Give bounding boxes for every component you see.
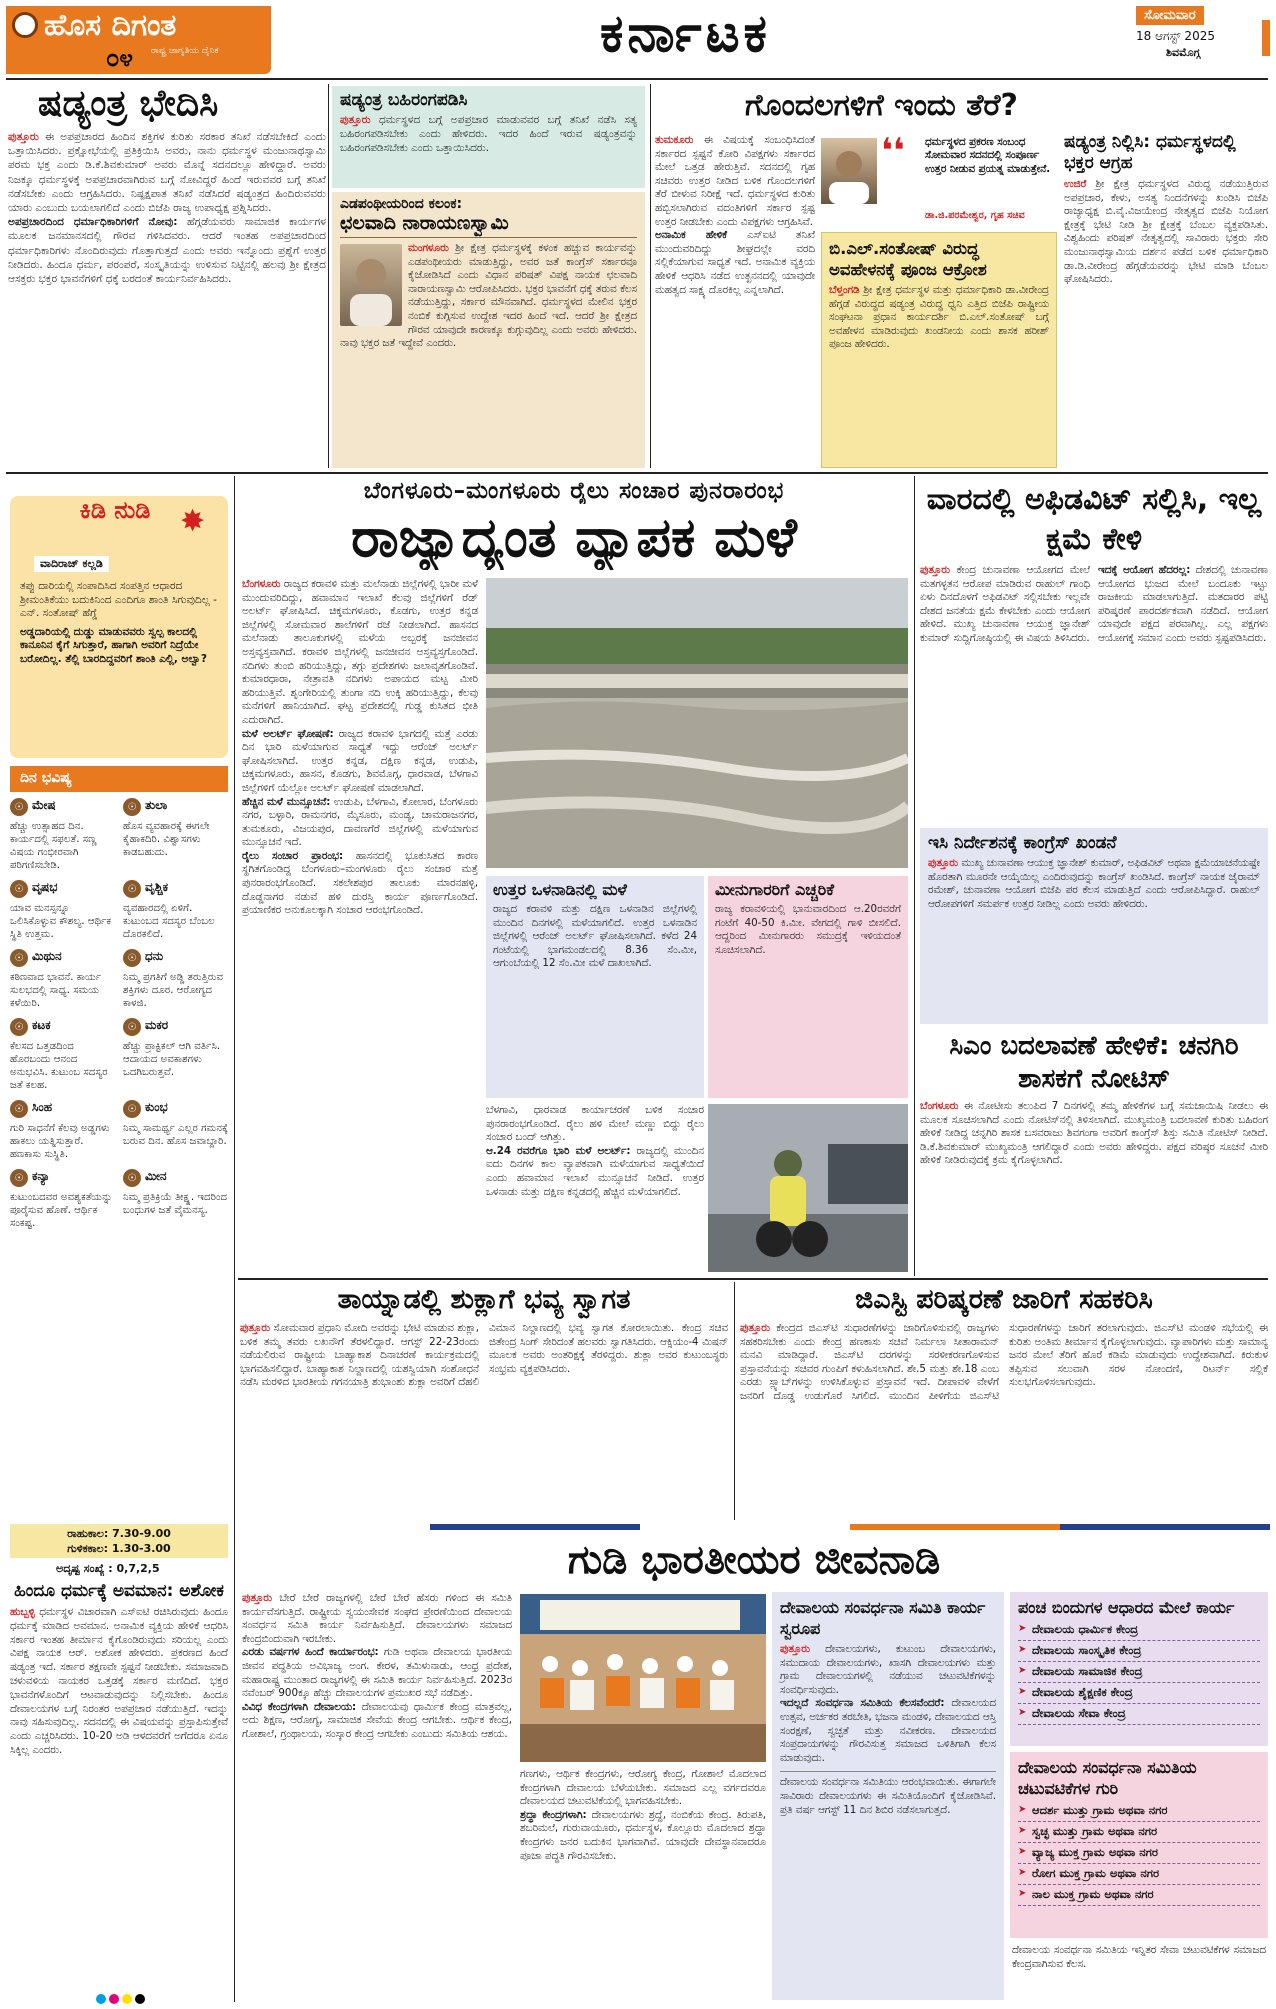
rashi-name: ವೃಷಭ <box>32 880 58 894</box>
story-body: ಶ್ರೀ ಕ್ಷೇತ್ರ ಧರ್ಮಸ್ಥಳಕ್ಕೆ ಕಳಂಕ ಹಚ್ಚುವ ಕಾರ್ಯವನ್ನು ಎಡಪಂಥೀಯರು ಮಾಡುತ್ತಿದ್ದು, ಅವರ ಜತೆ ಕಾಂಗ್ರೆಸ್ ಸರ್ಕಾರವೂ ಕೈಜೋಡಿಸಿದೆ ಎಂದು ವಿಧಾನ ಪರಿಷತ್ ವಿಪಕ್ಷ ನಾಯಕ ಛಲವಾದಿ ನಾರಾಯಣಸ್ವಾಮಿ ಆರೋಪಿಸಿದರು. ಭಕ್ತರ ಭಾವನೆಗೆ ಧಕ್ಕೆ ತರುವ ಕೆಲಸ ನಡೆಯುತ್ತಿದ್ದು, ಸರ್ಕಾರ ಮೌನವಾಗಿದೆ. ಧರ್ಮಸ್ಥಳದ ಮೇಲಿನ ಭಕ್ತರ ನಂಬಿಕೆ ಕುಗ್ಗಿಸುವ ಉದ್ದೇಶ ಇದರ ಹಿಂದೆ ಇದೆ. ಆದರೆ ಶ್ರೀ ಕ್ಷೇತ್ರದ ಗೌರವ ಯಾವುದೇ ಕಾರಣಕ್ಕೂ ಕುಗ್ಗುವುದಿಲ್ಲ ಎಂದು ಅವರು ಹೇಳಿದರು. ನಾವು ಭಕ್ತರ ಜತೆ ಇದ್ದೇವೆ ಎಂದರು. <box>340 242 637 350</box>
headline: ವಾರದಲ್ಲಿ ಅಫಿಡವಿಟ್ ಸಲ್ಲಿಸಿ, ಇಲ್ಲ ಕ್ಷಮೆ ಕೇಳಿ <box>926 482 1262 557</box>
story-body-6: ರಾಜ್ಯದಲ್ಲಿ ಮುಂದಿನ ಐದು ದಿನಗಳ ಕಾಲ ವ್ಯಾಪಕವಾಗಿ ಮಳೆಯಾಗುವ ಸಾಧ್ಯತೆಯಿದೆ ಎಂದು ಹವಾಮಾನ ಇಲಾಖೆ ಮುನ್ಸೂಚನೆ ನೀಡಿದೆ. ಉತ್ತರ ಒಳನಾಡು ಮತ್ತು ದಕ್ಷಿಣ ಕನ್ನಡದಲ್ಲಿ ಹೆಚ್ಚಿನ ಮಳೆಯಾಗಲಿದೆ. <box>486 1144 704 1198</box>
headline: ಛಲವಾದಿ ನಾರಾಯಣಸ್ವಾಮಿ <box>340 212 637 238</box>
spark-icon: ✸ <box>180 504 206 539</box>
headline: ಸಿಎಂ ಬದಲಾವಣೆ ಹೇಳಿಕೆ: ಚನಗಿರಿ ಶಾಸಕಗೆ ನೋಟಿಸ್ <box>949 1031 1239 1094</box>
subhead: ಅನಾಮಿಕ ಹೇಳಿಕೆ <box>655 229 728 242</box>
subhead: ಶ್ರದ್ಧಾ ಕೇಂದ್ರಗಳಾಗಿ: <box>520 1808 587 1821</box>
masthead-logo <box>6 6 271 74</box>
story-body: ಕೇಂದ್ರದ ಜಿಎಸ್‌ಟಿ ಸುಧಾರಣೆಗಳನ್ನು ಜಾರಿಗೊಳಿಸುವಲ್ಲಿ ರಾಜ್ಯಗಳು ಸಹಕರಿಸಬೇಕು ಎಂದು ಕೇಂದ್ರ ಹಣಕಾಸು ಸಚಿವೆ ನಿರ್ಮಲಾ ಸೀತಾರಾಮನ್ ಮನವಿ ಮಾಡಿದ್ದಾರೆ. ಜಿಎಸ್‌ಟಿ ದರಗಳನ್ನು ಸರಳೀಕರಣಗೊಳಿಸುವ ಪ್ರಸ್ತಾವನೆಯನ್ನು ಸಚಿವರ ಗುಂಪಿಗೆ ಕಳುಹಿಸಲಾಗಿದೆ. ಶೇ.5 ಮತ್ತು ಶೇ.18 ಎಂಬ ಎರಡು ಸ್ಲ್ಯಾಬ್‌ಗಳನ್ನು ಉಳಿಸಿಕೊಳ್ಳುವ ಪ್ರಸ್ತಾವನೆ ಇದೆ. ದೀಪಾವಳಿ ವೇಳೆಗೆ ಜನರಿಗೆ ದೊಡ್ಡ ಉಡುಗೊರೆ ಸಿಗಲಿದೆ. ಮುಂದಿನ ಪೀಳಿಗೆಯ ಜಿಎಸ್‌ಟಿ ಸುಧಾರಣೆಗಳನ್ನು ಜಾರಿಗೆ ತರಲಾಗುವುದು. ಜಿಎಸ್‌ಟಿ ಮಂಡಳಿ ಸಭೆಯಲ್ಲಿ ಈ ಕುರಿತು ಅಂತಿಮ ತೀರ್ಮಾನ ಕೈಗೊಳ್ಳಲಾಗುವುದು. ವ್ಯಾಪಾರಿಗಳು ಮತ್ತು ಸಾಮಾನ್ಯ ಜನರ ಮೇಲೆ ತೆರಿಗೆ ಹೊರೆ ಕಡಿಮೆ ಮಾಡುವುದು ಉದ್ದೇಶವಾಗಿದೆ. ಕಿರುಕುಳ ತಪ್ಪಿಸುವ ಸಲುವಾಗಿ ಸರಳ ನೋಂದಣಿ, ರಿಟರ್ನ್ ಸಲ್ಲಿಕೆ ಸುಲಭಗೊಳಿಸಲಾಗುವುದು. <box>740 1322 1268 1402</box>
rashi-name: ಕಟಕ <box>32 1018 51 1032</box>
masthead-rule <box>6 78 1268 80</box>
rashi-symbol-icon: ☉ <box>10 798 28 816</box>
story-body-3: ದೇವಾಲಯವು ಧಾರ್ಮಿಕ ಕೇಂದ್ರ ಮಾತ್ರವಲ್ಲ, ಅದು ಶಿಕ್ಷಣ, ಆರೋಗ್ಯ, ಸಾಮಾಜಿಕ ಸೇವೆಯ ಕೇಂದ್ರ ಆಗಬೇಕು. ಆರ್ಥಿಕ ಕೇಂದ್ರ, ಗೋಶಾಲೆ, ಗ್ರಂಥಾಲಯ, ಸಂಸ್ಕಾರ ಕೇಂದ್ರ ಆಗಬೇಕು ಎಂಬುದು ಸಮಿತಿಯ ಆಶಯ. <box>242 1700 512 1740</box>
story-body: ಈ ನೋಟೀಸು ತಲುಪಿದ 7 ದಿನಗಳಲ್ಲಿ ತಮ್ಮ ಹೇಳಿಕೆಗಳ ಬಗ್ಗೆ ಸಮಜಾಯಿಷಿ ನೀಡಲು ಈ ಮೂಲಕ ಸೂಚಿಸಲಾಗಿದೆ ಎಂದು ನೋಟಿಸ್‌ನಲ್ಲಿ ತಿಳಿಸಲಾಗಿದೆ. ಮುಖ್ಯಮಂತ್ರಿ ಬದಲಾವಣೆ ಕುರಿತು ಬಹಿರಂಗ ಹೇಳಿಕೆ ನೀಡಿದ್ದ ಚನ್ನಗಿರಿ ಶಾಸಕ ಬಸವರಾಜು ಶಿವಗಂಗಾ ಅವರಿಗೆ ಕಾಂಗ್ರೆಸ್ ಶಿಸ್ತು ಸಮಿತಿ ನೋಟಿಸ್ ನೀಡಿದೆ. ಡಿ.ಕೆ.ಶಿವಕುಮಾರ್ ಮುಖ್ಯಮಂತ್ರಿ ಆಗಲಿದ್ದಾರೆ ಎಂದು ಅವರು ಹೇಳಿದ್ದರು. ಪಕ್ಷದ ವರಿಷ್ಠರ ಸೂಚನೆ ಮೀರಿ ಹೇಳಿಕೆ ನೀಡಿರುವುದಕ್ಕೆ ಕ್ರಮ ಕೈಗೊಳ್ಳಲಾಗಿದೆ. <box>920 1100 1268 1167</box>
story-bahirangapadisi <box>332 86 645 188</box>
rashi-name: ತುಲಾ <box>145 798 168 812</box>
story-body-2: ರಾಜ್ಯದ ಕರಾವಳಿ ಭಾಗದಲ್ಲಿ ಮತ್ತೆ ಎರಡು ದಿನ ಭಾರಿ ಮಳೆಯಾಗುವ ಸಾಧ್ಯತೆ ಇದ್ದು ಆರೆಂಜ್ ಅಲರ್ಟ್ ಘೋಷಿಸಲಾಗಿದೆ. ಉತ್ತರ ಕನ್ನಡ, ದಕ್ಷಿಣ ಕನ್ನಡ, ಉಡುಪಿ, ಚಿಕ್ಕಮಗಳೂರು, ಹಾಸನ, ಕೊಡಗು, ಶಿವಮೊಗ್ಗ, ಧಾರವಾಡ, ಬೆಳಗಾವಿ ಜಿಲ್ಲೆಗಳಿಗೆ ಯೆಲ್ಲೋ ಅಲರ್ಟ್ ಘೋಷಣೆ ಮಾಡಲಾಗಿದೆ. <box>242 727 478 794</box>
column-rule <box>328 84 329 468</box>
rashi-entry <box>123 880 228 945</box>
rashi-entry <box>123 1100 228 1165</box>
rain-col-1 <box>242 578 478 1218</box>
story-body-3: ಉಡುಪಿ, ಬೆಳಗಾವಿ, ಕೋಲಾರ, ಬೆಂಗಳೂರು ನಗರ, ಬಳ್ಳಾರಿ, ರಾಮನಗರ, ಮೈಸೂರು, ಮಂಡ್ಯ, ಚಾಮರಾಜನಗರ, ತುಮಕೂರು, ವಿಜಯಪುರ, ದಾವಣಗೆರೆ ಜಿಲ್ಲೆಗಳಲ್ಲಿ ಮಳೆಯಾಗುವ ಮುನ್ಸೂಚನೆ ಇದೆ. <box>242 795 478 849</box>
rashi-symbol-icon: ☉ <box>123 880 141 898</box>
rain-kicker: ಬೆಂಗಳೂರು–ಮಂಗಳೂರು ರೈಲು ಸಂಚಾರ ಪುನರಾರಂಭ <box>363 478 785 504</box>
horoscope-header: ದಿನ ಭವಿಷ್ಯ <box>10 766 228 792</box>
headline: ದೇವಾಲಯ ಸಂವರ್ಧನಾ ಸಮಿತಿ ಕಾರ್ಯ ಸ್ವರೂಪ <box>780 1598 986 1638</box>
rashi-symbol-icon: ☉ <box>10 880 28 898</box>
story-santosh <box>821 232 1057 468</box>
rashi-entry <box>10 798 115 876</box>
page-number: ೦೪ <box>106 44 133 72</box>
story-bhaktara-agraha <box>1064 132 1268 470</box>
story-body-2: ಎಸ್ಐಟಿ ತನಿಖೆ ಮುಂದುವರಿದಿದ್ದು ಶೀಘ್ರದಲ್ಲೇ ವರದಿ ಸಲ್ಲಿಕೆಯಾಗುವ ಸಾಧ್ಯತೆ ಇದೆ. ಅನಾಮಿಕ ವ್ಯಕ್ತಿಯ ಹೇಳಿಕೆ ಆಧರಿಸಿ ನಡೆದ ಉತ್ಖನನದಲ್ಲಿ ಯಾವುದೇ ಮಹತ್ವದ ಸಾಕ್ಷ್ಯ ದೊರಕಿಲ್ಲ ಎನ್ನಲಾಗಿದೆ. <box>655 229 815 296</box>
rain-rider-image <box>708 1104 908 1272</box>
chatu-item: ➤ ಆದರ್ಶ ಮುತ್ತು ಗ್ರಾಮ ಅಥವಾ ನಗರ <box>1018 1801 1260 1822</box>
rashi-entry <box>123 949 228 1014</box>
column-rule <box>914 476 915 1276</box>
quote-box <box>821 134 1057 228</box>
headline: ಇಸಿ ನಿರ್ದೇಶನಕ್ಕೆ ಕಾಂಗ್ರೆಸ್ ಖಂಡನೆ <box>928 833 1117 853</box>
story-body: ರಾಜ್ಯದ ಕರಾವಳಿ ಮತ್ತು ಮಲೆನಾಡು ಜಿಲ್ಲೆಗಳಲ್ಲಿ ಭಾರೀ ಮಳೆ ಮುಂದುವರಿದಿದ್ದು, ಹವಾಮಾನ ಇಲಾಖೆ ಕೆಲವು ಜಿಲ್ಲೆಗಳಿಗೆ ರೆಡ್ ಅಲರ್ಟ್ ಘೋಷಿಸಿದೆ. ಚಿಕ್ಕಮಗಳೂರು, ಕೊಡಗು, ಉತ್ತರ ಕನ್ನಡ ಜಿಲ್ಲೆಗಳಲ್ಲಿ ಸೋಮವಾರ ಶಾಲೆಗಳಿಗೆ ರಜೆ ನೀಡಲಾಗಿದೆ. ಹಾಸನದ ಮಲೆನಾಡು ತಾಲೂಕುಗಳಲ್ಲಿ ಮಳೆಯ ಅಬ್ಬರಕ್ಕೆ ಜನಜೀವನ ಅಸ್ತವ್ಯಸ್ತವಾಗಿದೆ. ಕರಾವಳಿ ಜಿಲ್ಲೆಗಳಲ್ಲಿ ಜನಜೀವನ ಅಸ್ತವ್ಯಸ್ತಗೊಂಡಿದೆ. ನದಿಗಳು ತುಂಬಿ ಹರಿಯುತ್ತಿದ್ದು, ತಗ್ಗು ಪ್ರದೇಶಗಳು ಜಲಾವೃತಗೊಂಡಿವೆ. ಕುಮಾರಧಾರಾ, ನೇತ್ರಾವತಿ ನದಿಗಳು ಅಪಾಯದ ಮಟ್ಟ ಮೀರಿ ಹರಿಯುತ್ತಿವೆ. ಶೃಂಗೇರಿಯಲ್ಲಿ ತುಂಗಾ ನದಿ ಉಕ್ಕಿ ಹರಿಯುತ್ತಿದ್ದು, ಕೆಲವು ಮನೆಗಳಿಗೆ ಹಾನಿಯಾಗಿದೆ. ಘಟ್ಟ ಪ್ರದೇಶದಲ್ಲಿ ಗುಡ್ಡ ಕುಸಿತದ ಭೀತಿ ಎದುರಾಗಿದೆ. <box>242 578 478 726</box>
rashi-symbol-icon: ☉ <box>10 949 28 967</box>
dateline: ಬೆಂಗಳೂರು <box>242 578 281 590</box>
headline: ಷಡ್ಯಂತ್ರ ನಿಲ್ಲಿಸಿ: ಧರ್ಮಸ್ಥಳದಲ್ಲಿ ಭಕ್ತರ ಆಗ್ರಹ <box>1064 132 1236 173</box>
date-label: 18 ಆಗಸ್ಟ್ 2025 <box>1136 29 1215 43</box>
dateline: ಪುತ್ತೂರು <box>8 131 39 143</box>
rashi-entry <box>123 798 228 876</box>
story-shadyantra <box>8 82 326 470</box>
crowd-image <box>520 1594 766 1762</box>
subhead: ಹೆಚ್ಚಿನ ಮಳೆ ಮುನ್ಸೂಚನೆ: <box>242 795 331 808</box>
subhead: ಎರಡು ವರ್ಷಗಳ ಹಿಂದೆ ಕಾರ್ಯಾರಂಭ: <box>242 1646 379 1659</box>
rashi-symbol-icon: ☉ <box>10 1018 28 1036</box>
headline: ತಾಯ್ನಾಡಲ್ಲಿ ಶುಕ್ಲಾಗೆ ಭವ್ಯ ಸ್ವಾಗತ <box>337 1284 631 1315</box>
kidi-item: ಅಡ್ಡದಾರಿಯಲ್ಲಿ ದುಡ್ಡು ಮಾಡುವವರು ಸ್ವಲ್ಪ ಕಾಲದಲ್ಲಿ ಕಾನೂನಿನ ಕೈಗೆ ಸಿಗುತ್ತಾರೆ, ಹಾಗಾಗಿ ಅವರಿಗೆ ನಿದ್ರೆಯೇ ಬರೋದಿಲ್ಲ. ತೆಲ್ಲಿ ಬಾರದಿದ್ದವರಿಗೆ ಶಾಂತಿ ಎಲ್ಲಿ, ಅಲ್ವಾ? <box>20 625 207 665</box>
rashi-entry <box>10 1169 115 1234</box>
story-body-2: ದೇವಾಲಯದ ಉತ್ಸವ, ಅರ್ಚಕರ ತರಬೇತಿ, ಭಜನಾ ಮಂಡಳಿ, ದೇವಾಲಯದ ಆಸ್ತಿ ಸಂರಕ್ಷಣೆ, ಸ್ವಚ್ಛತೆ ಮತ್ತು ನವೀಕರಣ. ದೇವಾಲಯದ ಸಂಪ್ರದಾಯಗಳನ್ನು ಗೌರವಿಸುತ್ತ ಸಮಾಜದ ಒಳಿತಿಗಾಗಿ ಕೆಲಸ ಮಾಡುವುದು. <box>780 1697 996 1764</box>
story-cm-notice <box>920 1030 1268 1274</box>
story-body-2: ದೇಶದಲ್ಲಿ ಚುನಾವಣಾ ಆಯೋಗದ ಭುಜದ ಮೇಲೆ ಬಂದೂಕು ಇಟ್ಟು ರಾಜಕೀಯ ಮಾಡಲಾಗುತ್ತಿದೆ. ಮತದಾರರ ಪಟ್ಟಿ ಪರಿಷ್ಕರಣೆ ಪಾರದರ್ಶಕವಾಗಿ ನಡೆದಿದೆ. ಆಯೋಗ ಯಾವುದೇ ಪಕ್ಷದ ಪರವಾಗಿಲ್ಲ. ಎಲ್ಲ ಪಕ್ಷಗಳು ಆಯೋಗಕ್ಕೆ ಸಮಾನ ಎಂದು ಅವರು ಸ್ಪಷ್ಟಪಡಿಸಿದರು. <box>1098 564 1268 644</box>
gulika-kala: ಗುಳಿಕಕಾಲ: 1.30-3.00 <box>67 1542 171 1555</box>
subhead: ವಿವಿಧ ಕೇಂದ್ರಗಳಾಗಿ ದೇವಾಲಯ: <box>242 1700 357 1713</box>
column-rule <box>234 476 235 2002</box>
gudi-col-2 <box>520 1768 766 2002</box>
headline: ಬಿ.ಎಲ್.ಸಂತೋಷ್ ವಿರುದ್ಧ ಅವಹೇಳನಕ್ಕೆ ಪೂಂಜ ಆಕ್ರೋಶ <box>829 239 987 279</box>
headline: ಪಂಚ ಬಿಂದುಗಳ ಆಧಾರದ ಮೇಲೆ ಕಾರ್ಯ <box>1018 1598 1235 1617</box>
subhead: ಮಳೆ ಅಲರ್ಟ್ ಘೋಷಣೆ: <box>242 727 334 740</box>
story-body: ಕೇಂದ್ರ ಚುನಾವಣಾ ಆಯೋಗದ ಮೇಲೆ ಮತಗಳ್ಳತನ ಆರೋಪ ಮಾಡಿರುವ ರಾಹುಲ್ ಗಾಂಧಿ ಏಳು ದಿನದೊಳಗೆ ಅಫಿಡವಿಟ್ ಸಲ್ಲಿಸಬೇಕು ಇಲ್ಲವೇ ದೇಶದ ಜನತೆಯ ಕ್ಷಮೆ ಕೇಳಬೇಕು ಎಂದು ಆಯೋಗ ಹೇಳಿದೆ. ಮುಖ್ಯ ಚುನಾವಣಾ ಆಯುಕ್ತ ಜ್ಞಾನೇಶ್ ಕುಮಾರ್ ಸುದ್ದಿಗೋಷ್ಠಿಯಲ್ಲಿ ಈ ವಿಷಯ ತಿಳಿಸಿದರು. <box>920 564 1090 644</box>
dateline: ಉಜಿರೆ <box>1064 178 1087 190</box>
story-body: ಈ ವಿಷಯಕ್ಕೆ ಸಂಬಂಧಿಸಿದಂತೆ ಸರ್ಕಾರದ ಸ್ಪಷ್ಟನೆ ಕೋರಿ ವಿಪಕ್ಷಗಳು ಸರ್ಕಾರದ ಮೇಲೆ ಒತ್ತಡ ಹೇರುತ್ತಿವೆ. ಸದನದಲ್ಲಿ ಗೃಹ ಸಚಿವರು ಉತ್ತರ ನೀಡಿದ ಬಳಿಕ ಗೊಂದಲಗಳಿಗೆ ತೆರೆ ಬೀಳುವ ನಿರೀಕ್ಷೆ ಇದೆ. ಧರ್ಮಸ್ಥಳದ ಕುರಿತು ಹಬ್ಬಿಸಲಾಗಿರುವ ವದಂತಿಗಳಿಗೆ ಸರ್ಕಾರ ಸ್ಪಷ್ಟ ಉತ್ತರ ನೀಡಬೇಕು ಎಂದು ವಿಪಕ್ಷಗಳು ಆಗ್ರಹಿಸಿವೆ. <box>655 134 815 228</box>
rashi-name: ಮೀನ <box>145 1169 167 1183</box>
rahu-kala: ರಾಹುಕಾಲ: 7.30-9.00 <box>67 1527 171 1540</box>
dateline: ಬೆಂಗಳೂರು <box>920 1100 959 1112</box>
column-rule <box>734 1282 735 1520</box>
subhead: ಆ.24 ರವರೆಗೂ ಭಾರಿ ಮಳೆ ಅಲರ್ಟ್: <box>486 1144 631 1157</box>
waterfall-image <box>486 578 908 868</box>
story-body-3: ದೇವಾಲಯ ಸಂವರ್ಧನಾ ಸಮಿತಿಯು ಆರಂಭವಾಯಿತು. ಈಗಾಗಲೇ ಸಾವಿರಾರು ದೇವಾಲಯಗಳು ಈ ಸಮಿತಿಯೊಂದಿಗೆ ಕೈಜೋಡಿಸಿವೆ. ಪ್ರತಿ ವರ್ಷ ಆಗಸ್ಟ್ 11 ದಿನ ಶಿಬಿರ ನಡೆಸಲಾಗುತ್ತದೆ. <box>780 1771 996 1817</box>
headline: ಹಿಂದೂ ಧರ್ಮಕ್ಕೆ ಅವಮಾನ: ಅಶೋಕ <box>14 1581 224 1601</box>
dateline: ಮಂಗಳೂರು <box>408 242 449 254</box>
dateline: ಪುತ್ತೂರು <box>340 114 371 126</box>
rain-col-2 <box>486 1104 704 1272</box>
headline: ದೇವಾಲಯ ಸಂವರ್ಧನಾ ಸಮಿತಿಯ ಚಟುವಟಿಕೆಗಳ ಗುರಿ <box>1018 1758 1197 1798</box>
kidi-title: ಕಿಡಿ ನುಡಿ <box>79 496 151 524</box>
kidi-item: ತಪ್ಪು ದಾರಿಯಲ್ಲಿ ಸಂಪಾದಿಸಿದ ಸಂಪತ್ತಿನ ಆಧಾರದ ಶ್ರೀಮಂತಿಕೆಯು ಬದುಕಿನಿಂದ ಎಂದಿಗೂ ಶಾಂತಿ ಸಿಗುವುದಿಲ್ಲ - ಎನ್. ಸಂತೋಷ್ ಹೆಗ್ಡೆ <box>20 580 217 620</box>
story-body: ದೇವಾಲಯಗಳು, ಕುಟುಂಬ ದೇವಾಲಯಗಳು, ಸಮುದಾಯ ದೇವಾಲಯಗಳು, ಖಾಸಗಿ ದೇವಾಲಯಗಳು ಮತ್ತು ಗ್ರಾಮ ದೇವಾಲಯಗಳಲ್ಲಿ ನಡೆಯುವ ಚಟುವಟಿಕೆಗಳನ್ನು ಸಂವರ್ಧಿಸುವುದು. <box>780 1643 996 1696</box>
chatu-body: ದೇವಾಲಯ ಸಂವರ್ಧನಾ ಸಮಿತಿಯ ಇನ್ನಿತರ ಸೇವಾ ಚಟುವಟಿಕೆಗಳ ಸಮಾಜದ ಕೇಂದ್ರವಾಗಿಸುವ ಕೆಲಸ. <box>1012 1944 1266 1970</box>
chatu-item: ➤ ವ್ಯಾಜ್ಯ ಮುಕ್ತ ಗ್ರಾಮ ಅಥವಾ ನಗರ <box>1018 1843 1260 1864</box>
portrait-photo <box>340 244 402 326</box>
subhead: ಇದಲ್ಲದೆ ಸಂವರ್ಧನಾ ಸಮಿತಿಯ ಕೆಲಸವೆಂದರೆ: <box>780 1697 945 1710</box>
rashi-symbol-icon: ☉ <box>123 798 141 816</box>
rashi-text: ಹೆಚ್ಚು ಉತ್ಸಾಹದ ದಿನ. ಕಾರ್ಯದಲ್ಲಿ ಸಫಲತೆ. ಸಣ್ಣ ವಿಷಯ ಗಂಭೀರವಾಗಿ ಪರಿಗಣಿಸಬೇಡಿ. <box>10 821 97 871</box>
story-body: ಸೋಮವಾರ ಪ್ರಧಾನಿ ಮೋದಿ ಅವರನ್ನು ಭೇಟಿ ಮಾಡುವ ಶುಕ್ಲಾ, ಬಳಿಕ ತಮ್ಮ ತವರು ಲಖನೌಗೆ ತೆರಳಲಿದ್ದಾರೆ. ಆಗಸ್ಟ್ 22-23ರಂದು ನಡೆಯಲಿರುವ ರಾಷ್ಟ್ರೀಯ ಬಾಹ್ಯಾಕಾಶ ದಿನಾಚರಣೆ ಕಾರ್ಯಕ್ರಮದಲ್ಲಿ ಭಾಗವಹಿಸಲಿದ್ದಾರೆ. ಬಾಹ್ಯಾಕಾಶ ನಿಲ್ದಾಣದಲ್ಲಿ ಯಶಸ್ವಿಯಾಗಿ ಸಂಶೋಧನೆ ನಡೆಸಿ ಮರಳಿದ ಭಾರತೀಯ ಗಗನಯಾತ್ರಿ ಶುಭಾಂಶು ಶುಕ್ಲಾ ಅವರಿಗೆ ದೆಹಲಿ ವಿಮಾನ ನಿಲ್ದಾಣದಲ್ಲಿ ಭವ್ಯ ಸ್ವಾಗತ ಕೋರಲಾಯಿತು. ಕೇಂದ್ರ ಸಚಿವ ಜಿತೇಂದ್ರ ಸಿಂಗ್ ಸೇರಿದಂತೆ ಹಲವರು ಸ್ವಾಗತಿಸಿದರು. ಆಕ್ಸಿಯಂ-4 ಮಿಷನ್ ಮೂಲಕ ಅವರು ಅಂತರಿಕ್ಷಕ್ಕೆ ತೆರಳಿದ್ದರು. ಶುಕ್ಲಾ ಅವರ ಕುಟುಂಬಸ್ಥರು ಸಂಭ್ರಮ ವ್ಯಕ್ತಪಡಿಸಿದರು. <box>240 1322 728 1389</box>
story-body-5: ಬೆಳಗಾವಿ, ಧಾರವಾಡ ಕಾರ್ಯಾಚರಣೆ ಬಳಿಕ ಸಂಚಾರ ಪುನರಾರಂಭಗೊಂಡಿದೆ. ರೈಲು ಹಳಿ ಮೇಲೆ ಮಣ್ಣು ಬಿದ್ದು ರೈಲು ಸಂಚಾರ ಬಂದ್ ಆಗಿತ್ತು. <box>486 1104 704 1144</box>
subhead: ಇದಕ್ಕೆ ಆಯೋಗ ಹೆದರಲ್ಲ: <box>1098 564 1191 576</box>
dateline: ಪುತ್ತೂರು <box>920 564 951 576</box>
story-affidavit <box>920 480 1268 826</box>
panch-item: ➤ ದೇವಾಲಯ ಧಾರ್ಮಿಕ ಕೇಂದ್ರ <box>1018 1620 1260 1641</box>
rashi-name: ಧನು <box>145 949 164 963</box>
story-gst <box>740 1282 1268 1520</box>
rashi-entry <box>10 1018 115 1096</box>
chatu-item: ➤ ನಾಲ ಮುಕ್ತ ಗ್ರಾಮ ಅಥವಾ ನಗರ <box>1018 1885 1260 1906</box>
person-icon <box>340 244 402 326</box>
story-fishermen <box>708 876 908 1098</box>
rashi-name: ಸಿಂಹ <box>32 1100 53 1114</box>
story-body: ಧರ್ಮಸ್ಥಳ ವಿಚಾರವಾಗಿ ಎಸ್ಐಟಿ ರಚಿಸಿರುವುದು ಹಿಂದೂ ಧರ್ಮಕ್ಕೆ ಮಾಡಿದ ಅವಮಾನ. ಅನಾಮಿಕ ವ್ಯಕ್ತಿಯ ಹೇಳಿಕೆ ಆಧರಿಸಿ ಸರ್ಕಾರ ಇಂತಹ ತೀರ್ಮಾನ ಕೈಗೊಂಡಿರುವುದು ಸರಿಯಲ್ಲ ಎಂದು ವಿಪಕ್ಷ ನಾಯಕ ಆರ್. ಅಶೋಕ ಹೇಳಿದರು. ಪ್ರಕರಣದ ಹಿಂದೆ ಷಡ್ಯಂತ್ರ ಇದೆ. ಸರ್ಕಾರ ತಕ್ಷಣವೇ ಸ್ಪಷ್ಟನೆ ನೀಡಬೇಕು. ಸಮಾಜವಾದಿ ಚಳುವಳಿಯ ನಾಯಕರ ಒತ್ತಡಕ್ಕೆ ಸರ್ಕಾರ ಮಣಿದಿದೆ. ಭಕ್ತರ ಭಾವನೆಗಳೊಂದಿಗೆ ಆಟವಾಡುವುದನ್ನು ನಿಲ್ಲಿಸಬೇಕು. ಹಿಂದೂ ದೇವಾಲಯಗಳ ಬಗ್ಗೆ ನಿರಂತರ ಅಪಪ್ರಚಾರ ನಡೆಯುತ್ತಿದೆ. ಇದನ್ನು ನಾವು ಸಹಿಸುವುದಿಲ್ಲ. ಸದನದಲ್ಲಿ ಈ ವಿಷಯವನ್ನು ಪ್ರಸ್ತಾಪಿಸುತ್ತೇವೆ ಎಂದು ಎಚ್ಚರಿಸಿದರು. 10-20 ಅಡಿ ಆಳದವರೆಗೆ ಅಗೆದರೂ ಏನೂ ಸಿಕ್ಕಿಲ್ಲ ಎಂದರು. <box>10 1606 228 1756</box>
dateline: ಪುತ್ತೂರು <box>240 1322 271 1334</box>
rashi-text: ಗುರಿ ಸಾಧನೆಗೆ ಕೆಲವು ಅಡ್ಡಗಳು ಹಾಕಲು ಯತ್ನಿಸುತ್ತಾರೆ. ಹಣಕಾಸು ಸುಸ್ಥಿತಿ. <box>10 1123 110 1160</box>
headline: ಜಿಎಸ್ಟಿ ಪರಿಷ್ಕರಣೆ ಜಾರಿಗೆ ಸಹಕರಿಸಿ <box>855 1284 1153 1315</box>
river-photo <box>486 578 908 868</box>
rashi-symbol-icon: ☉ <box>123 949 141 967</box>
story-chalavadi <box>332 192 645 468</box>
rain-headline: ರಾಜ್ಯಾದ್ಯಂತ ವ್ಯಾಪಕ ಮಳೆ <box>351 506 797 569</box>
panch-item: ➤ ದೇವಾಲಯ ಸಾಮಾಜಿಕ ಕೇಂದ್ರ <box>1018 1662 1260 1683</box>
logo-tagline: ರಾಷ್ಟ್ರ ಜಾಗೃತಿಯ ದೈನಿಕ <box>151 46 219 56</box>
kidi-nudi-box <box>10 496 228 758</box>
dateline: ಪುತ್ತೂರು <box>928 857 959 869</box>
headline: ಮೀನುಗಾರರಿಗೆ ಎಚ್ಚರಿಕೆ <box>715 880 835 899</box>
rashi-entry <box>123 1018 228 1096</box>
story-body: ರಾಜ್ಯ ಕರಾವಳಿಯಲ್ಲಿ ಭಾನುವಾರದಿಂದ ಆ.20ರವರೆಗೆ ಗಂಟೆಗೆ 40-50 ಕಿ.ಮೀ. ವೇಗದಲ್ಲಿ ಗಾಳಿ ಬೀಸಲಿದೆ. ಆದ್ದರಿಂದ ಮೀನುಗಾರರು ಸಮುದ್ರಕ್ಕೆ ಇಳಿಯದಂತೆ ಸೂಚಿಸಲಾಗಿದೆ. <box>715 903 901 956</box>
dateline: ಬೆಳ್ತಂಗಡಿ <box>829 284 860 296</box>
rashi-text: ಹೆಚ್ಚು ಪ್ರಾಕ್ಟಿಕಲ್ ಆಗಿ ವರ್ತಿಸಿ. ಆದಾಯದ ಅವಕಾಶಗಳು ಒದಗಿಬರುತ್ತವೆ. <box>123 1041 221 1078</box>
rahu-box <box>10 1524 228 1558</box>
dateline: ಹುಬ್ಬಳ್ಳಿ <box>10 1606 35 1618</box>
story-body: ಧರ್ಮಸ್ಥಳದ ಬಗ್ಗೆ ಅಪಪ್ರಚಾರ ಮಾಡುವವರ ಬಗ್ಗೆ ತನಿಖೆ ನಡೆಸಿ ಸತ್ಯ ಬಹಿರಂಗಪಡಿಸಬೇಕು ಎಂದು ಹೇಳಿದರು. ಇದರ ಹಿಂದೆ ಇರುವ ಷಡ್ಯಂತ್ರವನ್ನು ಬಹಿರಂಗಪಡಿಸಬೇಕು ಎಂದು ಒತ್ತಾಯಿಸಿದರು. <box>340 114 637 155</box>
section-rule <box>238 1278 1268 1280</box>
story-body: ಶ್ರೀ ಕ್ಷೇತ್ರ ಧರ್ಮಸ್ಥಳ ಮತ್ತು ಧರ್ಮಾಧಿಕಾರಿ ಡಾ.ವೀರೇಂದ್ರ ಹೆಗ್ಗಡೆ ವಿರುದ್ಧದ ಷಡ್ಯಂತ್ರ ವಿರುದ್ಧ ಧ್ವನಿ ಎತ್ತಿದ ಬಿಜೆಪಿ ರಾಷ್ಟ್ರೀಯ ಸಂಘಟನಾ ಪ್ರಧಾನ ಕಾರ್ಯದರ್ಶಿ ಬಿ.ಎಲ್.ಸಂತೋಷ್ ಬಗ್ಗೆ ಅವಹೇಳನ ಮಾಡಿರುವುದು ಖಂಡನೀಯ ಎಂದು ಶಾಸಕ ಹರೀಶ್ ಪೂಂಜ ಹೇಳಿದರು. <box>829 284 1049 351</box>
rashi-text: ನಿಮ್ಮ ಸಾಮರ್ಥ್ಯ ಎಲ್ಲರ ಗಮನಕ್ಕೆ ಬರುವ ದಿನ. ಹೊಸ ಜವಾಬ್ದಾರಿ. <box>123 1123 228 1147</box>
story-gondala <box>655 86 1059 470</box>
dateline: ಪುತ್ತೂರು <box>740 1322 771 1334</box>
rashi-symbol-icon: ☉ <box>123 1018 141 1036</box>
section-rule <box>6 472 1268 474</box>
headline: ಗೊಂದಲಗಳಿಗೆ ಇಂದು ತೆರೆ? <box>745 88 1018 123</box>
rashi-name: ಮೇಷ <box>32 798 56 812</box>
rashi-entry <box>10 1100 115 1165</box>
gudi-headline: ಗುಡಿ ಭಾರತೀಯರ ಜೀವನಾಡಿ <box>567 1537 941 1583</box>
rashi-text: ನಿಮ್ಮ ಪ್ರಗತಿಗೆ ಅಡ್ಡಿ ತರುತ್ತಿರುವ ಶಕ್ತಿಗಳು ದೂರ. ಆರೋಗ್ಯದ ಕಾಳಜಿ. <box>123 972 224 1009</box>
person-icon <box>821 138 877 204</box>
rashi-name: ಕುಂಭ <box>145 1100 168 1114</box>
rashi-text: ಕೆಲಸದ ಒತ್ತಡದಿಂದ ಹೊರಬಂದು ಆನಂದ ಅನುಭವಿಸಿ. ಕುಟುಂಬ ಸದಸ್ಯರ ಜತೆ ಕಲಹ. <box>10 1041 108 1091</box>
chatuvatike-box <box>1010 1752 1268 1938</box>
panch-item: ➤ ದೇವಾಲಯ ಸೇವಾ ಕೇಂದ್ರ <box>1018 1704 1260 1725</box>
rashi-name: ಕನ್ಯಾ <box>32 1169 50 1183</box>
chatu-list <box>1018 1801 1260 1906</box>
column-rule <box>650 84 651 468</box>
rashi-symbol-icon: ☉ <box>10 1169 28 1187</box>
rashi-text: ನಿಮ್ಮ ಪ್ರತಿಕ್ರಿಯೆ ತೀಕ್ಷ್ಣ. ಇದರಿಂದ ಬಂಧುಗಳ ಜತೆ ವೈಮನಸ್ಯ. <box>123 1192 228 1216</box>
rashi-name: ವೃಶ್ಚಿಕ <box>145 880 169 894</box>
story-north-rain <box>486 876 704 1098</box>
story-body: ಈ ಅಪಪ್ರಚಾರದ ಹಿಂದಿನ ಶಕ್ತಿಗಳ ಕುರಿತು ಸರಕಾರ ತನಿಖೆ ನಡೆಸಬೇಕಿದೆ ಎಂದು ಒತ್ತಾಯಿಸಿದರು. ಪ್ರಕ್ಷೋಭೆಯಲ್ಲಿ ಪ್ರತಿಕ್ರಿಯಿಸಿ ಅವರು, ನಾನು ಧರ್ಮಸ್ಥಳ ಮಂಜುನಾಥಸ್ವಾಮಿ ಪರಮ ಭಕ್ತ ಎಂದು ಡಿ.ಕೆ.ಶಿವಕುಮಾರ್ ಅವರು ಮೊನ್ನೆ ಸದನದಲ್ಲೂ ಹೇಳಿದ್ದಾರೆ. ಅವರು ನಿಜಕ್ಕೂ ಧರ್ಮಸ್ಥಳಕ್ಕೆ ಅಪಪ್ರಚಾರವಾಗಿರುವ ಬಗ್ಗೆ ನೋವಿದ್ದರೆ ಹಿಂದೆ ಇರುವವರ ಬಗ್ಗೆ ತನಿಖೆ ನಡೆಸಬೇಕು ಎಂದು ಆಗ್ರಹಿಸಿದರು. ನಿಷ್ಪಕ್ಷಪಾತ ತನಿಖೆ ನಡೆಸಿದರೆ ಷಡ್ಯಂತ್ರದ ಹಿಂದಿರುವವರು ಯಾರು ಎಂಬುದು ಬಯಲಾಗಲಿದೆ ಎಂದು ಬಿಜೆಪಿ ರಾಜ್ಯ ಉಪಾಧ್ಯಕ್ಷ ಪ್ರಶ್ನಿಸಿದರು. <box>8 131 326 215</box>
story-body-2: ಗುಡಿ ಅಥವಾ ದೇವಾಲಯ ಭಾರತೀಯ ಜೀವನ ಪದ್ಧತಿಯ ಅವಿಭಾಜ್ಯ ಅಂಗ. ಕೇರಳ, ತಮಿಳುನಾಡು, ಆಂಧ್ರ ಪ್ರದೇಶ, ಮಹಾರಾಷ್ಟ್ರ ಮುಂತಾದ ರಾಜ್ಯಗಳಲ್ಲಿ ಈ ಸಮಿತಿ ಕಾರ್ಯ ನಿರ್ವಹಿಸುತ್ತಿದೆ. 2023ರ ನವೆಂಬರ್ 900ಕ್ಕೂ ಹೆಚ್ಚು ದೇವಾಲಯಗಳ ಪ್ರಮುಖರ ಸಭೆ ನಡೆದಿತ್ತು. <box>242 1646 512 1700</box>
story-body: ಮುಖ್ಯ ಚುನಾವಣಾ ಆಯುಕ್ತ ಜ್ಞಾನೇಶ್ ಕುಮಾರ್, ಅಫಿಡವಿಟ್ ಅಥವಾ ಕ್ಷಮೆಯಾಚನೆಯಷ್ಟೇ ಹೊರತಾಗಿ ಮೂರನೇ ಆಯ್ಕೆಯಿಲ್ಲ ಎಂದಿರುವುದನ್ನು ಕಾಂಗ್ರೆಸ್ ಖಂಡಿಸಿದೆ. ಕಾಂಗ್ರೆಸ್ ನಾಯಕ ಜೈರಾಮ್ ರಮೇಶ್, ಚುನಾವಣಾ ಆಯೋಗ ಬಿಜೆಪಿ ಪರ ಕೆಲಸ ಮಾಡುತ್ತಿದೆ ಎಂದು ಆರೋಪಿಸಿದ್ದಾರೆ. ರಾಹುಲ್ ಆರೋಪಗಳಿಗೆ ಸಮರ್ಪಕ ಉತ್ತರ ನೀಡಿಲ್ಲ ಎಂದು ಅವರು ಹೇಳಿದರು. <box>928 857 1260 910</box>
chatu-item: ➤ ರೋಗ ಮುಕ್ತ ಗ್ರಾಮ ಅಥವಾ ನಗರ <box>1018 1864 1260 1885</box>
quote-text: ಧರ್ಮಸ್ಥಳದ ಪ್ರಕರಣ ಸಂಬಂಧ ಸೋಮವಾರ ಸದನದಲ್ಲಿ ಸಂಪೂರ್ಣ ಉತ್ತರ ನೀಡುವ ಪ್ರಯತ್ನ ಮಾಡುತ್ತೇನೆ. <box>925 136 1051 175</box>
story-samiti <box>772 1592 1004 2000</box>
kicker: ಎಡಪಂಥೀಯರಿಂದ ಕಲಂಕ: <box>340 196 463 212</box>
panch-bindu-box <box>1010 1592 1268 1746</box>
author-name: ವಾದಿರಾಜ್ ಕಲ್ಲಡಿ <box>34 556 109 572</box>
rider-photo <box>708 1104 908 1272</box>
gathering-photo <box>520 1594 766 1762</box>
rashi-symbol-icon: ☉ <box>10 1100 28 1118</box>
col-a <box>655 134 815 468</box>
quote-mark-icon: ❛❛ <box>881 134 905 171</box>
rashi-entry <box>10 949 115 1014</box>
rashi-text: ಯಾವ ಮನಸ್ಸನ್ನೂ ಒಲಿಸಿಕೊಳ್ಳುವ ಕೌಶಲ್ಯ. ಆರ್ಥಿಕ ಸ್ಥಿತಿ ಉತ್ತಮ. <box>10 903 112 940</box>
dateline: ಪುತ್ತೂರು <box>780 1643 811 1655</box>
rashi-text: ವ್ಯವಹಾರದಲ್ಲಿ ಏಳಿಗೆ. ಕುಟುಂಬದ ಸದಸ್ಯರ ಬೆಂಬಲ ದೊರಕಲಿದೆ. <box>123 903 215 940</box>
story-body-2: ಹೆಗ್ಗಡೆಯವರು ಸಾಮಾಜಿಕ ಕಾರ್ಯಗಳ ಮೂಲಕ ಜನಮಾನಸದಲ್ಲಿ ಗೌರವ ಗಳಿಸಿದವರು. ಆದರೆ ಇಂತಹ ಅಪಪ್ರಚಾರದಿಂದ ಧರ್ಮಾಧಿಕಾರಿಗಳು ನೊಂದಿರುವುದು ಗೊತ್ತಾಗುತ್ತದೆ ಎಂದು ಅವರು ಇನ್ನೊಂದು ಪ್ರಶ್ನೆಗೆ ಉತ್ತರ ನೀಡಿದರು. ಹಿಂದೂ ಧರ್ಮ, ಪರಂಪರೆ, ಸಂಸ್ಕೃತಿಯನ್ನು ಉಳಿಸುವ ನಿಟ್ಟಿನಲ್ಲಿ ಹಲವು ಶ್ರೀ ಕ್ಷೇತ್ರದ ಆಸಕ್ತರು ಭಕ್ತರ ಭಾವನೆಗಳಿಗೆ ಧಕ್ಕೆ ಬರದಂತೆ ಕಾರ್ಯನಿರ್ವಹಿಸಿದರು. <box>8 216 326 286</box>
rashi-name: ಮಿಥುನ <box>32 949 62 963</box>
dateline: ಪುತ್ತೂರು <box>242 1592 273 1604</box>
dateline: ತುಮಕೂರು <box>655 134 694 146</box>
headline: ಷಡ್ಯಂತ್ರ ಭೇದಿಸಿ <box>38 83 219 124</box>
headline: ಉತ್ತರ ಒಳನಾಡಿನಲ್ಲಿ ಮಳೆ <box>493 880 627 899</box>
rashi-entry <box>123 1169 228 1234</box>
color-strip <box>430 1524 1270 1530</box>
gudi-col-1 <box>242 1592 512 2002</box>
subhead: ಅಪಪ್ರಚಾರದಿಂದ ಧರ್ಮಾಧಿಕಾರಿಗಳಿಗೆ ನೋವು: <box>8 216 178 229</box>
rashi-text: ಕುಟುಂಬದವರ ಅವಶ್ಯಕತೆಯನ್ನು ಪೂರೈಸುವ ಹೊಣೆ. ಆರ್ಥಿಕ ಸಂಕಷ್ಟ. <box>10 1192 113 1229</box>
logo-emblem-icon <box>12 12 38 38</box>
rashi-text: ಕಠಿಣವಾದ ಭಾವನೆ. ಕಾರ್ಯ ಸುಲಭದಲ್ಲಿ ಸಾಧ್ಯ. ಸಮಯ ಕಳೆಯಿರಿ. <box>10 972 102 1009</box>
rashi-entry <box>10 880 115 945</box>
minister-photo <box>821 138 877 204</box>
lucky-number: ಅದೃಷ್ಟ ಸಂಖ್ಯೆ : 0,7,2,5 <box>56 1562 160 1575</box>
story-body: ರಾಜ್ಯದ ಕರಾವಳಿ ಮತ್ತು ದಕ್ಷಿಣ ಒಳನಾಡಿನ ಜಿಲ್ಲೆಗಳಲ್ಲಿ ಮುಂದಿನ ದಿನಗಳಲ್ಲಿ ಮಳೆಯಾಗಲಿದೆ. ಉತ್ತರ ಒಳನಾಡಿನ ಜಿಲ್ಲೆಗಳಲ್ಲಿ ಆರೆಂಜ್ ಅಲರ್ಟ್ ಘೋಷಿಸಲಾಗಿದೆ. ಕಳೆದ 24 ಗಂಟೆಯಲ್ಲಿ ಭಾಗಮಂಡಲದಲ್ಲಿ 8.36 ಸೆಂ.ಮೀ, ಆಗುಂಬೆಯಲ್ಲಿ 12 ಸೆಂ.ಮೀ ಮಳೆ ದಾಖಲಾಗಿದೆ. <box>493 903 697 970</box>
story-body-5: ದೇವಾಲಯಗಳು ಶ್ರದ್ಧೆ, ನಂಬಿಕೆಯ ಕೇಂದ್ರ. ತಿರುಪತಿ, ಶಬರಿಮಲೆ, ಗುರುವಾಯೂರು, ಧರ್ಮಸ್ಥಳ, ಕೊಲ್ಲೂರು ಮೊದಲಾದ ಶ್ರದ್ಧಾ ಕೇಂದ್ರಗಳು ಜನರ ಬದುಕಿನ ಭಾಗವಾಗಿವೆ. ಯಾವುದೇ ದೇವಸ್ಥಾನವಾದರೂ ಪೂಜಾ ಪದ್ಧತಿ ಗೌರವಿಸಬೇಕು. <box>520 1808 766 1862</box>
subhead: ರೈಲು ಸಂಚಾರ ಪ್ರಾರಂಭ: <box>242 849 344 862</box>
print-registration-marks <box>96 1994 156 2006</box>
panch-item: ➤ ದೇವಾಲಯ ಸಾಂಸ್ಕೃತಿಕ ಕೇಂದ್ರ <box>1018 1641 1260 1662</box>
chatu-item: ➤ ಸ್ವಚ್ಛ ಮುತ್ತು ಗ್ರಾಮ ಅಥವಾ ನಗರ <box>1018 1822 1260 1843</box>
rashi-text: ಹೊಸ ವ್ಯವಹಾರಕ್ಕೆ ಈಗಲೇ ಕೈಹಾಕದಿರಿ. ವಿಶ್ವಾಸಗಳು ಕಾಡಬಹುದು. <box>123 821 210 858</box>
story-congress-khandane <box>920 828 1268 1024</box>
masthead-date-box <box>1136 4 1266 72</box>
story-body-4: ಹಾಸನದಲ್ಲಿ ಭೂಕುಸಿತದ ಕಾರಣ ಸ್ಥಗಿತಗೊಂಡಿದ್ದ ಬೆಂಗಳೂರು–ಮಂಗಳೂರು ರೈಲು ಸಂಚಾರ ಮತ್ತೆ ಪುನರಾರಂಭಗೊಂಡಿದೆ. ಸಕಲೇಶಪುರ ತಾಲೂಕು ಮಾರನಹಳ್ಳಿ, ದೊಡ್ಡನಾಗರ ನಡುವೆ ಹಳಿ ದುರಸ್ತಿ ಕಾರ್ಯ ಪೂರ್ಣಗೊಂಡಿದೆ. ಪ್ರಯಾಣಿಕರ ಅನುಕೂಲಕ್ಕಾಗಿ ಸಂಚಾರ ಆರಂಭಗೊಂಡಿದೆ. <box>242 849 478 917</box>
story-ashoka <box>10 1580 228 2000</box>
rashi-symbol-icon: ☉ <box>123 1169 141 1187</box>
city-label: ಶಿವಮೊಗ್ಗ <box>1166 46 1201 59</box>
logo-text: ಹೊಸ ದಿಗಂತ <box>44 8 177 43</box>
story-body-4: ಗಣಗಳು, ಆರ್ಥಿಕ ಕೇಂದ್ರಗಳು, ಆರೋಗ್ಯ ಕೇಂದ್ರ, ಗೋಶಾಲೆ ಮೊದಲಾದ ಕೇಂದ್ರಗಳಾಗಿ ದೇವಾಲಯ ಬೆಳೆಯಬೇಕು. ಸಮಾಜದ ಎಲ್ಲ ವರ್ಗದವರೂ ದೇವಾಲಯದ ಚಟುವಟಿಕೆಯಲ್ಲಿ ಭಾಗವಹಿಸಬೇಕು. <box>520 1768 766 1808</box>
headline: ಷಡ್ಯಂತ್ರ ಬಹಿರಂಗಪಡಿಸಿ <box>340 90 468 110</box>
panch-list <box>1018 1620 1260 1725</box>
rashi-name: ಮಕರ <box>145 1018 169 1032</box>
panch-item: ➤ ದೇವಾಲಯ ಶೈಕ್ಷಣಿಕ ಕೇಂದ್ರ <box>1018 1683 1260 1704</box>
horoscope-grid <box>10 798 228 1518</box>
day-label: ಸೋಮವಾರ <box>1136 6 1204 25</box>
story-shukla <box>240 1282 728 1520</box>
quote-author: ಡಾ.ಜಿ.ಪರಮೇಶ್ವರ, ಗೃಹ ಸಚಿವ <box>925 210 1025 221</box>
story-body: ಶ್ರೀ ಕ್ಷೇತ್ರ ಧರ್ಮಸ್ಥಳದ ವಿರುದ್ಧ ನಡೆಯುತ್ತಿರುವ ಅಪಪ್ರಚಾರ, ಕೇಳು, ಅಸತ್ಯ ನಿಂದನೆಗಳನ್ನು ಖಂಡಿಸಿ ಬಿಜೆಪಿ ರಾಜ್ಯಾಧ್ಯಕ್ಷ ಬಿ.ವೈ.ವಿಜಯೇಂದ್ರ ನೇತೃತ್ವದ ಬಿಜೆಪಿ ನಿಯೋಗ ಕ್ಷೇತ್ರಕ್ಕೆ ಭೇಟಿ ನೀಡಿ ಶ್ರೀ ಕ್ಷೇತ್ರಕ್ಕೆ ಬೆಂಬಲ ವ್ಯಕ್ತಪಡಿಸಿತು. ವಿಶ್ವಹಿಂದು ಪರಿಷತ್ ನೇತೃತ್ವದಲ್ಲಿ ಸಾವಿರಾರು ಭಕ್ತರು ಸೇರಿ ಮಂಜುನಾಥಸ್ವಾಮಿಯ ದರ್ಶನ ಪಡೆದ ಬಳಿಕ ಧರ್ಮಾಧಿಕಾರಿ ಡಾ.ಡಿ.ವೀರೇಂದ್ರ ಹೆಗ್ಗಡೆಯವರನ್ನು ಭೇಟಿ ಮಾಡಿ ಬೆಂಬಲ ಘೋಷಿಸಿದರು. <box>1064 178 1268 286</box>
story-body: ಬೇರೆ ಬೇರೆ ರಾಜ್ಯಗಳಲ್ಲಿ ಬೇರೆ ಬೇರೆ ಹೆಸರು ಗಳಿಂದ ಈ ಸಮಿತಿ ಕಾರ್ಯವೆಸಗುತ್ತಿದೆ. ರಾಷ್ಟ್ರೀಯ ಸ್ವಯಂಸೇವಕ ಸಂಘದ ಪ್ರೇರಣೆಯಿಂದ ದೇವಾಲಯ ಸಂವರ್ಧನ ಸಮಿತಿ ಕಾರ್ಯ ನಿರ್ವಹಿಸುತ್ತಿದೆ. ದೇವಾಲಯಗಳು ಸಮಾಜದ ಕೇಂದ್ರಬಿಂದುವಾಗಿ ಇರಬೇಕು. <box>242 1592 512 1645</box>
masthead-orange-bar <box>1262 20 1270 56</box>
section-title: ಕರ್ನಾಟಕ <box>600 4 771 64</box>
rashi-symbol-icon: ☉ <box>123 1100 141 1118</box>
